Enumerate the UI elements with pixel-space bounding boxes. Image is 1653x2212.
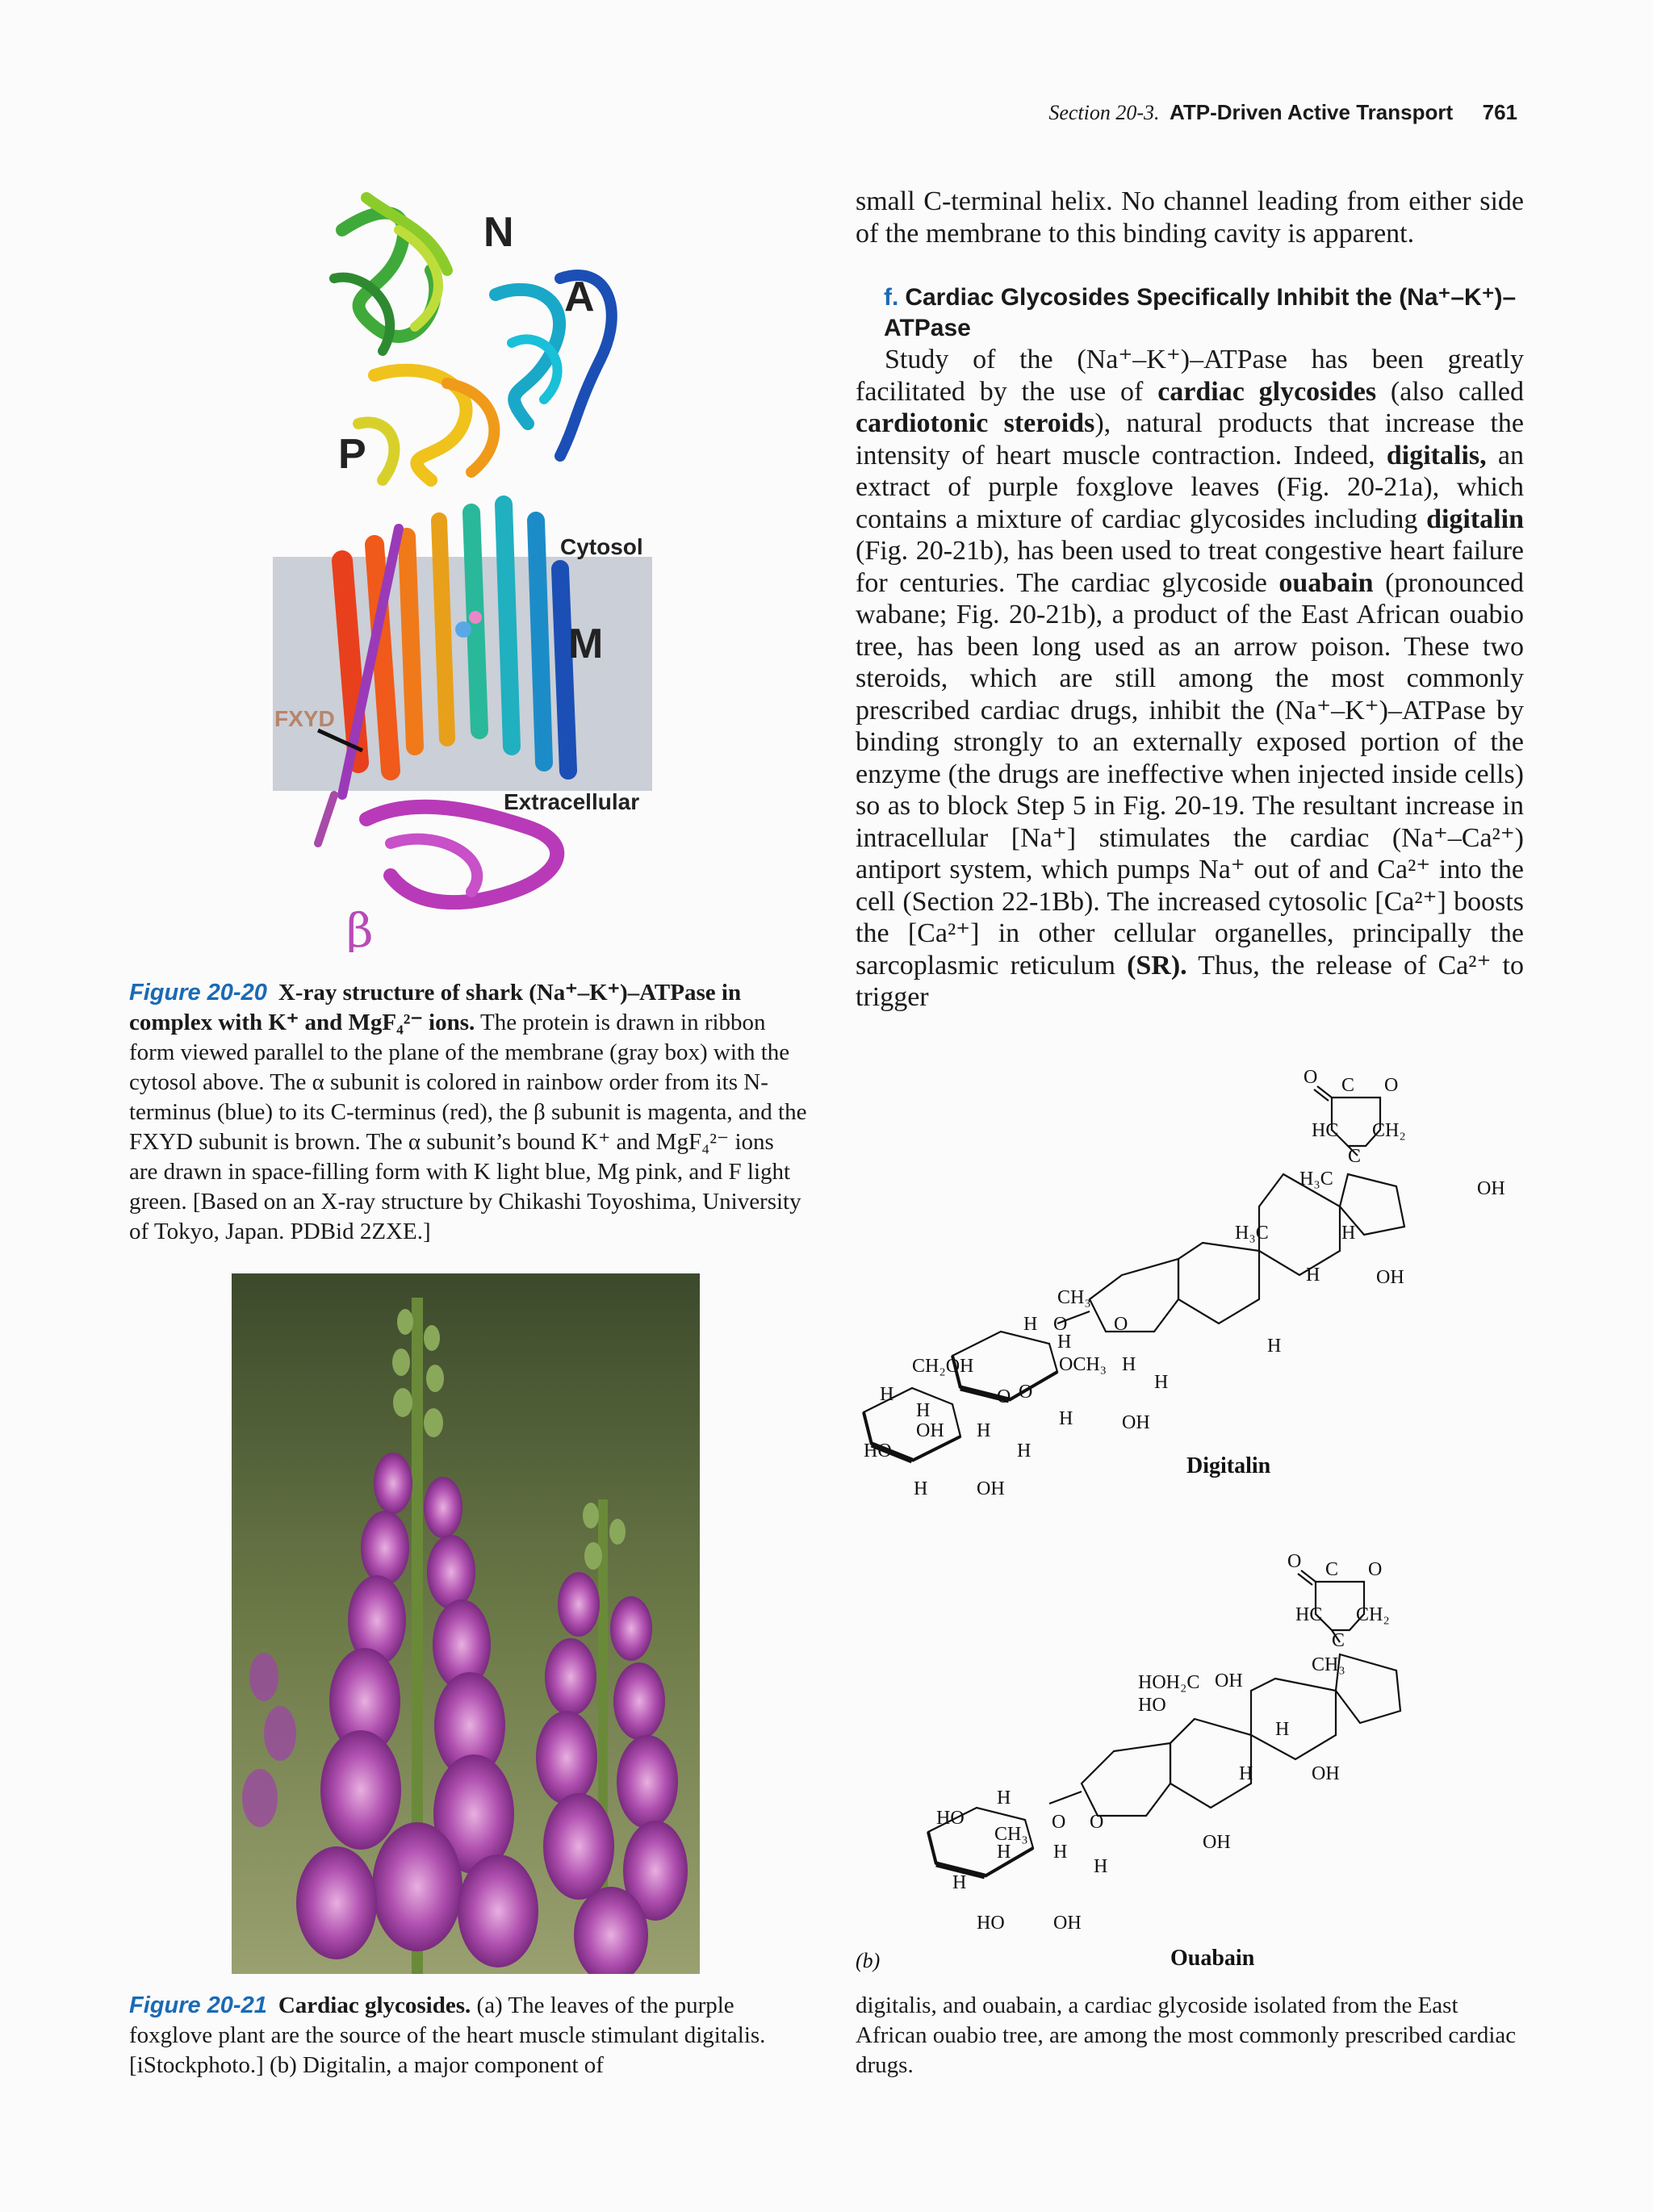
oua-h-s3: H: [1094, 1856, 1108, 1877]
p2-text-f: (Fig. 20-21b), has been used to treat congestive heart failure for centuries. The cardiac glycoside: [856, 536, 1524, 598]
paragraph-cardiac-glycosides: [856, 344, 1524, 1014]
dig-c: C: [1341, 1075, 1355, 1096]
oua-h1: H: [1275, 1719, 1290, 1740]
header-section: Section 20-3.: [1048, 101, 1160, 124]
dig-h-mid2: H: [1306, 1265, 1320, 1286]
figure-20-21-title: Cardiac glycosides.: [278, 1992, 471, 2018]
protein-ribbon-svg: [270, 182, 657, 952]
running-header: [1048, 100, 1517, 125]
dig-oh-mid: OH: [1376, 1267, 1404, 1288]
oua-h-s2: H: [1053, 1842, 1068, 1863]
figure-20-20-title: X-ray structure of shark (Na⁺–K⁺)–ATPase in complex with K⁺ and MgF₄²⁻ ions.: [129, 980, 742, 1035]
oua-c: C: [1325, 1559, 1339, 1580]
term-sr: (SR).: [1127, 950, 1187, 981]
dig-c2: C: [1348, 1146, 1362, 1167]
oua-h-sugar: H: [997, 1788, 1011, 1808]
dig-o-link: O: [1053, 1314, 1068, 1335]
ouabain-label: Ouabain: [1170, 1946, 1255, 1971]
dig-h-sugar2: H: [1057, 1332, 1072, 1353]
page-number: 761: [1482, 100, 1517, 124]
p2-text-e: an extract of purple foxglove leaves (Fig. 20-21a), which contains a mixture of cardiac glycosides including: [856, 440, 1525, 534]
figure-20-20-caption: [129, 978, 807, 1247]
foxglove-photo: [232, 1273, 700, 1974]
k-ion: [455, 621, 471, 638]
dig-ch2: CH₂: [1372, 1120, 1406, 1141]
dig-o-glc: O: [997, 1386, 1011, 1407]
oua-h-s4: H: [952, 1872, 967, 1893]
subsection-heading: [884, 282, 1521, 344]
dig-ch3: CH₃: [1057, 1287, 1091, 1308]
p2-text-c: (also called: [1376, 376, 1525, 407]
label-extracellular: Extracellular: [504, 789, 640, 814]
dig-hc: HC: [1312, 1120, 1339, 1141]
oua-ho: HO: [1138, 1695, 1166, 1716]
term-cardiotonic-steroids: cardiotonic steroids: [856, 408, 1095, 438]
foxglove-photo-svg: [232, 1273, 700, 1974]
digitalin-label: Digitalin: [1186, 1453, 1271, 1478]
figure-20-21-number: Figure 20-21: [129, 1992, 267, 2018]
mg-ion: [469, 611, 482, 624]
oua-oh1: OH: [1215, 1670, 1243, 1691]
oua-ch2: CH₂: [1356, 1604, 1390, 1625]
dig-h-sugar1: H: [1023, 1314, 1038, 1335]
chemical-structures: [847, 1033, 1542, 1985]
dig-h3c-top: H₃C: [1299, 1169, 1333, 1190]
p2-text-a: Study of the (Na⁺–K⁺)–ATPase has been greatly facilitated by the use of: [856, 345, 1524, 407]
dig-h-sugar5: H: [1059, 1408, 1073, 1429]
term-cardiac-glycosides: cardiac glycosides: [1157, 376, 1377, 407]
label-fxyd: FXYD: [274, 706, 335, 731]
figure-20-21-caption-continued: digitalis, and ouabain, a cardiac glycoside isolated from the East African ouabio tree, are among the most commonly prescribed cardiac drugs.: [856, 1992, 1517, 2078]
dig-oh-glc2: OH: [977, 1478, 1005, 1499]
dig-ch2oh: CH₂OH: [912, 1356, 974, 1377]
panel-b-label: (b): [856, 1949, 881, 1972]
dig-h-mid: H: [1341, 1223, 1356, 1244]
label-beta: β: [346, 903, 374, 952]
figure-20-20-number: Figure 20-20: [129, 980, 267, 1006]
dig-o-sugar: O: [1114, 1314, 1128, 1335]
dig-ho-glc: HO: [864, 1441, 892, 1461]
protein-ribbon-figure: [270, 182, 657, 952]
dig-h-glc2: H: [916, 1400, 931, 1421]
p-domain: [358, 370, 494, 480]
oua-oh2: OH: [1312, 1763, 1340, 1784]
subsection-letter: f.: [884, 284, 899, 311]
term-digitalin: digitalin: [1426, 504, 1524, 534]
label-cytosol: Cytosol: [560, 534, 643, 559]
n-domain: [334, 198, 447, 351]
label-a: A: [564, 274, 595, 320]
dig-oh-glc1: OH: [916, 1420, 944, 1441]
dig-o-bridge: O: [1019, 1382, 1033, 1403]
dig-carbonyl-o: O: [1304, 1067, 1318, 1088]
oua-hc: HC: [1295, 1604, 1323, 1625]
oua-o-sugar: O: [1052, 1812, 1066, 1833]
paragraph-continued: small C-terminal helix. No channel leading from either side of the membrane to this binding cavity is apparent.: [856, 186, 1524, 249]
dig-h-sugar3: H: [1122, 1354, 1136, 1375]
dig-och3: OCH₃: [1059, 1354, 1107, 1375]
oua-h2: H: [1239, 1763, 1253, 1784]
dig-h-glc4: H: [1017, 1441, 1032, 1461]
oua-c2: C: [1332, 1630, 1345, 1651]
dig-h-glc1: H: [880, 1384, 894, 1405]
oua-hoh2c: HOH₂C: [1138, 1672, 1200, 1693]
dig-h-low: H: [1267, 1336, 1282, 1357]
oua-ch3-sugar: CH₃: [994, 1824, 1028, 1845]
dig-h3c-mid: H₃C: [1235, 1223, 1269, 1244]
structures-svg: [847, 1033, 1542, 1985]
membrane-box: [273, 557, 652, 791]
p2-text-d: ), natural products that increase the intensity of heart muscle contraction. Indeed,: [856, 408, 1524, 470]
oua-o-link: O: [1090, 1812, 1104, 1833]
term-ouabain: ouabain: [1278, 567, 1374, 598]
figure-20-21-text: (a) The leaves of the purple foxglove plant are the source of the heart muscle stimulant digitalis. [iStockphoto.] (b) Digitalin, a major component of: [129, 1992, 766, 2078]
label-n: N: [483, 209, 514, 256]
p2-text-h: Thus, the release of Ca²⁺ to trigger: [856, 950, 1524, 1012]
header-title: ATP-Driven Active Transport: [1170, 100, 1454, 124]
figure-20-21-caption: [129, 1991, 775, 2080]
oua-carbonyl-o: O: [1287, 1551, 1302, 1572]
label-m: M: [568, 621, 604, 667]
dig-h-sugar4: H: [1154, 1372, 1169, 1393]
oua-oh3: OH: [1203, 1832, 1231, 1853]
dig-oh-top: OH: [1477, 1178, 1505, 1199]
oua-h-s1: H: [997, 1842, 1011, 1863]
label-p: P: [338, 431, 366, 478]
p2-text-g: (pronounced wabane; Fig. 20-21b), a product of the East African ouabio tree, has been long used as an arrow poison. These two steroids, which are still among the most commonly prescribed cardiac drugs, inhibit the (Na⁺–K⁺)–ATPase by binding strongly to an externally exposed portion of the enzyme (the drugs are ineffective when injected inside cells) so as to block Step 5 in Fig. 20-19. The resultant increase in intracellular [Na⁺] stimulates the cardiac (Na⁺–Ca²⁺) antiport system, which pumps Na⁺ out of and Ca²⁺ into the cell (Section 22-1Bb). The increased cytosolic [Ca²⁺] boosts the [Ca²⁺] in other cellular organelles, principally the sarcoplasmic reticulum: [856, 567, 1525, 981]
oua-oh-s: OH: [1053, 1913, 1082, 1934]
dig-h-glc3: H: [977, 1420, 991, 1441]
dig-h-glc5: H: [914, 1478, 928, 1499]
dig-ring-o: O: [1384, 1075, 1399, 1096]
dig-oh-sugar: OH: [1122, 1412, 1150, 1433]
term-digitalis: digitalis,: [1386, 440, 1487, 470]
figure-20-20-text: The protein is drawn in ribbon form viewed parallel to the plane of the membrane (gray box) with the cytosol above. The α subunit is colored in rainbow order from its N-terminus (blue) to its C-terminus (red), the β subunit is magenta, and the FXYD subunit is brown. The α subunit’s bound K⁺ and MgF₄²⁻ ions are drawn in space-filling form with K light blue, Mg pink, and F light green. [Based on an X-ray structure by Chikashi Toyoshima, University of Tokyo, Japan. PDBid 2ZXE.]: [129, 1010, 807, 1244]
subsection-title: Cardiac Glycosides Specifically Inhibit the (Na⁺–K⁺)–ATPase: [884, 284, 1517, 341]
oua-ch3: CH₃: [1312, 1654, 1345, 1675]
oua-ho-s: HO: [977, 1913, 1005, 1934]
oua-ring-o: O: [1368, 1559, 1383, 1580]
oua-ho-sugar: HO: [936, 1808, 965, 1829]
